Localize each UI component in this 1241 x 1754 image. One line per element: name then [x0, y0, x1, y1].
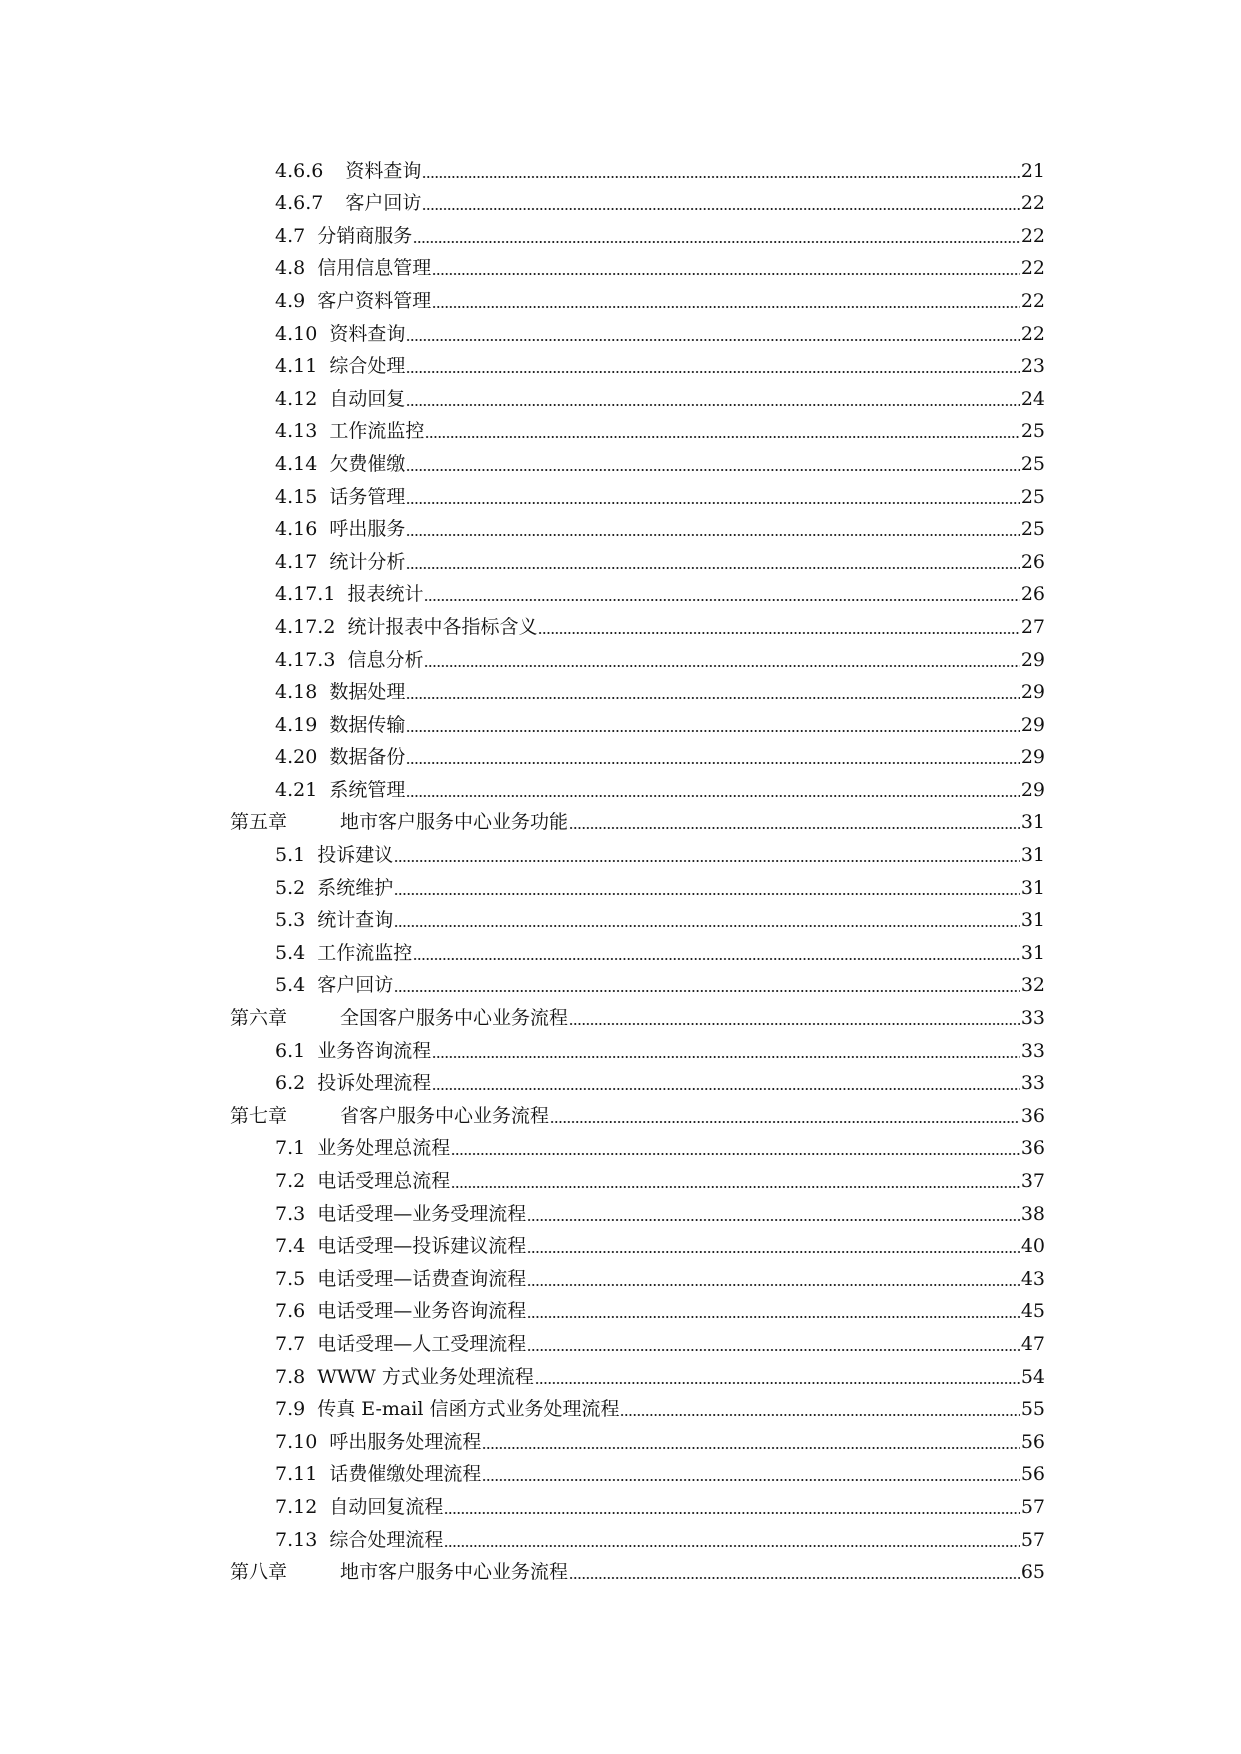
toc-page-number: 29	[1020, 713, 1045, 736]
toc-entry-label	[230, 1006, 568, 1030]
toc-entry-number: 4.17.1	[275, 583, 336, 606]
toc-page-number: 54	[1020, 1365, 1045, 1388]
toc-entry-title: 统计查询	[317, 909, 394, 932]
dot-leader	[406, 761, 1019, 765]
toc-entry-number: 7.3	[275, 1202, 306, 1225]
toc-page-number: 33	[1020, 1072, 1045, 1095]
toc-entry[interactable]	[0, 1063, 1241, 1096]
toc-entry-title: 自动回复流程	[329, 1495, 444, 1518]
toc-entry[interactable]	[0, 1030, 1241, 1063]
toc-entry-number: 4.11	[275, 355, 318, 378]
toc-entry-label	[275, 843, 393, 867]
toc-entry-number: 7.2	[275, 1170, 306, 1192]
toc-page-number: 57	[1020, 1495, 1045, 1518]
toc-entry-title: 综合处理	[329, 355, 406, 378]
toc-entry[interactable]	[0, 248, 1241, 281]
dot-leader	[527, 1315, 1020, 1319]
toc-entry-number: 7.13	[275, 1528, 318, 1551]
dot-leader	[406, 501, 1019, 505]
toc-entry-label	[275, 1202, 526, 1226]
toc-entry-number: 7.12	[275, 1495, 318, 1518]
toc-entry-title: WWW 方式业务处理流程	[317, 1365, 534, 1388]
toc-entry-number: 4.6.6	[275, 159, 324, 182]
toc-entry-label	[275, 354, 405, 378]
dot-leader	[444, 1544, 1019, 1548]
toc-entry-label	[275, 941, 412, 965]
toc-entry[interactable]	[0, 867, 1241, 900]
toc-page-number: 56	[1020, 1463, 1045, 1486]
toc-entry-label	[275, 1397, 619, 1421]
toc-chapter-entry[interactable]	[0, 802, 1241, 835]
toc-entry-label	[275, 1299, 526, 1323]
toc-entry-label	[275, 778, 405, 802]
toc-page-number: 27	[1020, 615, 1045, 638]
dot-leader	[538, 631, 1019, 635]
toc-entry-number: 4.20	[275, 746, 318, 769]
toc-entry[interactable]	[0, 509, 1241, 542]
toc-entry[interactable]	[0, 215, 1241, 248]
dot-leader	[406, 403, 1019, 407]
toc-page-number: 40	[1020, 1235, 1045, 1258]
toc-entry-title: 工作流监控	[317, 941, 413, 964]
toc-entry-title: 客户资料管理	[317, 289, 432, 312]
dot-leader	[424, 664, 1019, 668]
toc-page-number: 24	[1020, 387, 1045, 410]
toc-entry-label	[275, 876, 393, 900]
toc-entry-number: 4.17.3	[275, 648, 336, 671]
toc-entry[interactable]	[0, 1128, 1241, 1161]
toc-entry[interactable]	[0, 704, 1241, 737]
toc-entry-number: 4.21	[275, 778, 318, 801]
toc-entry-label	[275, 452, 405, 476]
toc-entry[interactable]	[0, 541, 1241, 574]
toc-entry[interactable]	[0, 1454, 1241, 1487]
toc-entry-number: 4.8	[275, 257, 306, 280]
toc-entry[interactable]	[0, 1160, 1241, 1193]
dot-leader	[482, 1446, 1019, 1450]
toc-entry-title: 分销商服务	[317, 224, 413, 247]
toc-chapter-entry[interactable]	[0, 997, 1241, 1030]
toc-entry-label	[275, 159, 421, 183]
toc-entry[interactable]	[0, 574, 1241, 607]
toc-chapter-entry[interactable]	[0, 1095, 1241, 1128]
toc-entry[interactable]	[0, 280, 1241, 313]
toc-entry[interactable]	[0, 737, 1241, 770]
toc-entry[interactable]	[0, 606, 1241, 639]
toc-entry-title: 话费催缴处理流程	[329, 1463, 482, 1486]
toc-entry-title: 数据传输	[329, 713, 406, 736]
toc-entry[interactable]	[0, 1193, 1241, 1226]
toc-entry-label	[230, 1104, 549, 1128]
dot-leader	[406, 794, 1019, 798]
toc-page-number: 47	[1020, 1332, 1045, 1355]
toc-entry-title: 电话受理总流程	[317, 1170, 451, 1192]
toc-entry-number: 4.19	[275, 713, 318, 736]
dot-leader	[406, 533, 1019, 537]
dot-leader	[569, 1022, 1020, 1026]
toc-page-number: 55	[1020, 1398, 1045, 1421]
toc-entry-label	[275, 1365, 534, 1389]
toc-entry-label	[275, 550, 405, 574]
toc-entry[interactable]	[0, 1323, 1241, 1356]
toc-page-number: 38	[1020, 1202, 1045, 1225]
dot-leader	[406, 566, 1019, 570]
toc-page-number: 21	[1020, 159, 1045, 182]
dot-leader	[394, 859, 1020, 863]
toc-entry-number: 4.16	[275, 518, 318, 541]
toc-entry-title: 投诉建议	[317, 844, 394, 867]
dot-leader	[424, 598, 1019, 602]
toc-page-number: 22	[1020, 289, 1045, 312]
toc-entry-title: 数据处理	[329, 681, 406, 704]
toc-entry-number: 5.4	[275, 974, 306, 997]
toc-entry-number: 4.12	[275, 387, 318, 410]
toc-entry-label	[275, 289, 431, 313]
dot-leader	[527, 1348, 1020, 1352]
toc-entry-label	[275, 1430, 481, 1454]
toc-entry-number: 4.7	[275, 224, 306, 247]
toc-entry-label	[275, 745, 405, 769]
toc-entry-number: 4.6.7	[275, 192, 324, 215]
dot-leader	[413, 240, 1020, 244]
toc-entry-title: 地市客户服务中心业务功能	[340, 811, 569, 834]
toc-entry-label	[275, 1528, 443, 1552]
toc-page-number: 25	[1020, 485, 1045, 508]
toc-entry[interactable]	[0, 411, 1241, 444]
toc-entry[interactable]	[0, 378, 1241, 411]
toc-entry[interactable]	[0, 1421, 1241, 1454]
dot-leader	[451, 1152, 1020, 1156]
toc-page-number: 22	[1020, 322, 1045, 345]
toc-entry-title: 投诉处理流程	[317, 1072, 432, 1095]
toc-entry-title: 话务管理	[329, 485, 406, 508]
dot-leader	[406, 729, 1019, 733]
toc-entry-label	[275, 973, 393, 997]
toc-entry-title: 传真 E-mail 信函方式业务处理流程	[317, 1398, 620, 1421]
toc-entry[interactable]	[0, 769, 1241, 802]
toc-entry[interactable]	[0, 1291, 1241, 1324]
toc-entry-title: 数据备份	[329, 746, 406, 769]
toc-entry-number: 第七章	[230, 1104, 288, 1127]
toc-entry[interactable]	[0, 183, 1241, 216]
toc-entry-number: 7.6	[275, 1300, 306, 1323]
toc-entry[interactable]	[0, 639, 1241, 672]
dot-leader	[527, 1283, 1020, 1287]
toc-entry[interactable]	[0, 1356, 1241, 1389]
toc-page-number: 29	[1020, 778, 1045, 801]
toc-entry-number: 7.7	[275, 1332, 306, 1355]
toc-entry-label	[275, 224, 412, 248]
toc-entry-label	[275, 387, 405, 411]
toc-entry[interactable]	[0, 1486, 1241, 1519]
toc-page-number: 31	[1020, 811, 1045, 834]
toc-entry-number: 6.2	[275, 1072, 306, 1095]
toc-entry-label	[275, 1169, 450, 1193]
toc-entry-title: 信息分析	[347, 648, 424, 671]
toc-page-number: 57	[1020, 1528, 1045, 1551]
toc-entry-title: 资料查询	[329, 322, 406, 345]
toc-page-number: 32	[1020, 974, 1045, 997]
toc-entry[interactable]	[0, 834, 1241, 867]
dot-leader	[482, 1478, 1019, 1482]
toc-entry-label	[275, 1071, 431, 1095]
toc-entry-label	[275, 713, 405, 737]
toc-page-number: 31	[1020, 876, 1045, 899]
toc-page-number: 29	[1020, 648, 1045, 671]
toc-page-number: 37	[1020, 1170, 1045, 1192]
dot-leader	[394, 989, 1020, 993]
dot-leader	[406, 696, 1019, 700]
dot-leader	[422, 175, 1019, 179]
toc-page-number: 33	[1020, 1007, 1045, 1030]
toc-entry-title: 自动回复	[329, 387, 406, 410]
toc-page-number: 43	[1020, 1267, 1045, 1290]
toc-entry[interactable]	[0, 1389, 1241, 1422]
toc-page-number: 31	[1020, 844, 1045, 867]
toc-entry-label	[275, 485, 405, 509]
table-of-contents	[0, 150, 1241, 1584]
toc-entry-label	[275, 648, 423, 672]
toc-entry-number: 5.4	[275, 941, 306, 964]
toc-entry-title: 欠费催缴	[329, 452, 406, 475]
toc-entry-title: 客户回访	[317, 974, 394, 997]
toc-entry-title: 报表统计	[347, 583, 424, 606]
toc-entry-title: 资料查询	[345, 159, 422, 182]
toc-page-number: 33	[1020, 1039, 1045, 1062]
dot-leader	[569, 826, 1020, 830]
toc-entry-title: 呼出服务	[329, 518, 406, 541]
toc-entry-title: 系统维护	[317, 876, 394, 899]
toc-page-number: 22	[1020, 192, 1045, 215]
toc-entry-title: 统计分析	[329, 550, 406, 573]
toc-entry-label	[275, 1267, 526, 1291]
toc-entry-label	[275, 256, 431, 280]
dot-leader	[527, 1250, 1020, 1254]
toc-entry-number: 7.9	[275, 1398, 306, 1421]
dot-leader	[550, 1120, 1020, 1124]
toc-entry-title: 业务咨询流程	[317, 1039, 432, 1062]
toc-page-number: 23	[1020, 355, 1045, 378]
toc-entry-label	[275, 615, 537, 639]
dot-leader	[569, 1576, 1020, 1580]
toc-page-number: 29	[1020, 681, 1045, 704]
dot-leader	[432, 1055, 1020, 1059]
toc-entry-number: 4.10	[275, 322, 318, 345]
toc-entry[interactable]	[0, 346, 1241, 379]
toc-entry-label	[275, 1136, 450, 1160]
toc-entry-number: 4.17.2	[275, 615, 336, 638]
toc-entry-title: 工作流监控	[329, 420, 425, 443]
toc-entry-number: 第六章	[230, 1007, 288, 1030]
toc-entry[interactable]	[0, 313, 1241, 346]
toc-entry-number: 7.8	[275, 1365, 306, 1388]
toc-entry-title: 电话受理—人工受理流程	[317, 1332, 527, 1355]
toc-entry-label	[230, 810, 568, 834]
dot-leader	[451, 1185, 1020, 1189]
toc-page-number: 25	[1020, 452, 1045, 475]
toc-page-number: 26	[1020, 583, 1045, 606]
dot-leader	[432, 1087, 1020, 1091]
toc-entry-title: 统计报表中各指标含义	[347, 615, 538, 638]
toc-entry-title: 业务处理总流程	[317, 1137, 451, 1160]
toc-page-number: 31	[1020, 909, 1045, 932]
toc-entry-label	[275, 1332, 526, 1356]
toc-entry[interactable]	[0, 1258, 1241, 1291]
toc-page-number: 22	[1020, 257, 1045, 280]
toc-entry[interactable]	[0, 476, 1241, 509]
toc-entry-number: 5.3	[275, 909, 306, 932]
toc-entry-number: 4.15	[275, 485, 318, 508]
toc-entry[interactable]	[0, 672, 1241, 705]
toc-entry[interactable]	[0, 1519, 1241, 1552]
toc-entry-label	[230, 1560, 568, 1584]
toc-page-number: 22	[1020, 224, 1045, 247]
toc-page-number: 36	[1020, 1137, 1045, 1160]
dot-leader	[444, 1511, 1019, 1515]
toc-entry-label	[275, 908, 393, 932]
toc-entry-number: 6.1	[275, 1039, 306, 1062]
dot-leader	[425, 435, 1019, 439]
dot-leader	[406, 468, 1019, 472]
toc-page-number: 65	[1020, 1561, 1045, 1584]
toc-entry-title: 综合处理流程	[329, 1528, 444, 1551]
toc-entry-label	[275, 419, 424, 443]
toc-entry-label	[275, 517, 405, 541]
toc-page-number: 25	[1020, 420, 1045, 443]
toc-entry-title: 电话受理—投诉建议流程	[317, 1235, 527, 1258]
toc-page-number: 31	[1020, 941, 1045, 964]
toc-entry-title: 系统管理	[329, 778, 406, 801]
toc-page-number: 29	[1020, 746, 1045, 769]
toc-page-number: 56	[1020, 1430, 1045, 1453]
toc-entry-title: 呼出服务处理流程	[329, 1430, 482, 1453]
toc-entry[interactable]	[0, 965, 1241, 998]
dot-leader	[432, 305, 1020, 309]
toc-entry-title: 省客户服务中心业务流程	[340, 1104, 550, 1127]
toc-entry-label	[275, 1462, 481, 1486]
toc-entry-number: 7.11	[275, 1463, 318, 1486]
toc-entry-label	[275, 1039, 431, 1063]
toc-entry-number: 7.4	[275, 1235, 306, 1258]
toc-entry-number: 4.17	[275, 550, 318, 573]
toc-entry-number: 第五章	[230, 811, 288, 834]
toc-entry-number: 7.5	[275, 1267, 306, 1290]
toc-entry-number: 第八章	[230, 1561, 288, 1584]
toc-chapter-entry[interactable]	[0, 1552, 1241, 1585]
dot-leader	[406, 370, 1019, 374]
dot-leader	[432, 272, 1020, 276]
toc-entry[interactable]	[0, 150, 1241, 183]
toc-entry-number: 4.9	[275, 289, 306, 312]
toc-entry-number: 7.1	[275, 1137, 306, 1160]
toc-entry-title: 全国客户服务中心业务流程	[340, 1007, 569, 1030]
toc-entry-label	[275, 680, 405, 704]
toc-entry[interactable]	[0, 932, 1241, 965]
toc-entry[interactable]	[0, 900, 1241, 933]
toc-entry-label	[275, 1234, 526, 1258]
dot-leader	[413, 957, 1020, 961]
toc-entry-title: 客户回访	[345, 192, 422, 215]
dot-leader	[406, 338, 1019, 342]
toc-page-number: 26	[1020, 550, 1045, 573]
toc-entry-label	[275, 322, 405, 346]
dot-leader	[535, 1381, 1020, 1385]
toc-entry-label	[275, 582, 423, 606]
toc-page-number: 45	[1020, 1300, 1045, 1323]
toc-entry-number: 4.18	[275, 681, 318, 704]
toc-entry-title: 地市客户服务中心业务流程	[340, 1561, 569, 1584]
toc-entry-label	[275, 1495, 443, 1519]
dot-leader	[527, 1218, 1020, 1222]
toc-entry[interactable]	[0, 1226, 1241, 1259]
toc-entry-number: 7.10	[275, 1430, 318, 1453]
toc-page-number: 36	[1020, 1104, 1045, 1127]
toc-page-number: 25	[1020, 518, 1045, 541]
dot-leader	[620, 1413, 1019, 1417]
toc-entry-title: 电话受理—业务咨询流程	[317, 1300, 527, 1323]
toc-entry-title: 信用信息管理	[317, 257, 432, 280]
dot-leader	[394, 892, 1020, 896]
toc-entry[interactable]	[0, 443, 1241, 476]
toc-entry-title: 电话受理—话费查询流程	[317, 1267, 527, 1290]
dot-leader	[422, 207, 1019, 211]
toc-entry-number: 4.14	[275, 452, 318, 475]
toc-entry-title: 电话受理—业务受理流程	[317, 1202, 527, 1225]
toc-entry-number: 4.13	[275, 420, 318, 443]
toc-entry-number: 5.1	[275, 844, 306, 867]
dot-leader	[394, 924, 1020, 928]
toc-entry-number: 5.2	[275, 876, 306, 899]
toc-entry-label	[275, 191, 421, 215]
